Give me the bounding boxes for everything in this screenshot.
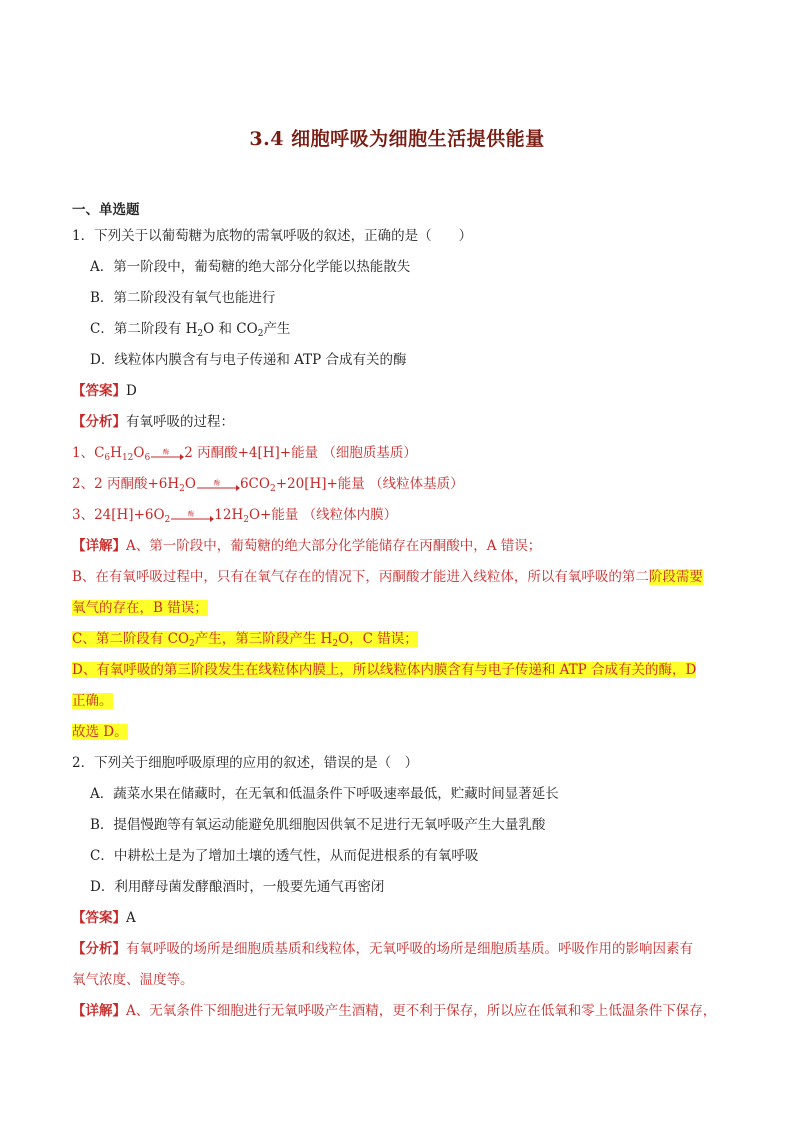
detail-tag: 【详解】 bbox=[72, 538, 126, 554]
eq1-pre: 1、C bbox=[72, 445, 105, 461]
detail-c-pre: C、第二阶段有 CO bbox=[72, 631, 190, 647]
q1-option-d: D．线粒体内膜含有与电子传递和 ATP 合成有关的酶 bbox=[90, 352, 407, 368]
question-2-stem: 2．下列关于细胞呼吸原理的应用的叙述，错误的是（ ） bbox=[72, 755, 419, 771]
q1-option-a: A．第一阶段中，葡萄糖的绝大部分化学能以热能散失 bbox=[90, 259, 411, 275]
q1-option-c-text3: 产生 bbox=[263, 321, 291, 337]
q1-option-c: C．第二阶段有 $H_2O$ 和 $CO_2$产生 bbox=[90, 321, 291, 339]
section-heading: 一、单选题 bbox=[72, 202, 140, 218]
equation-1: 1、$C_6H_{12}O_6$ 酶 2 丙酮酸+4[H]+能量 （细胞质基质） bbox=[72, 445, 417, 463]
q2-analysis-line2: 氧气浓度、温度等。 bbox=[72, 972, 194, 988]
detail-b1-highlight: 阶段需要 bbox=[648, 569, 703, 585]
q2-option-a: A．蔬菜水果在储藏时，在无氧和低温条件下呼吸速率最低，贮藏时间显著延长 bbox=[90, 786, 559, 802]
equation-2: 2、2 丙酮酸$+6H_2O$ 酶 $6CO_2+20[H]+$能量 （线粒体基质） bbox=[72, 476, 464, 494]
svg-text:酶: 酶 bbox=[188, 510, 195, 518]
q2-option-b: B．提倡慢跑等有氧运动能避免肌细胞因供氧不足进行无氧呼吸产生大量乳酸 bbox=[90, 817, 546, 833]
svg-text:酶: 酶 bbox=[213, 479, 220, 487]
detail-d2-text: 正确。 bbox=[72, 693, 113, 709]
eq2-post2: +20[H]+能量 （线粒体基质） bbox=[275, 476, 464, 492]
q2-analysis-line1 bbox=[72, 939, 693, 959]
detail-a-text: A、无氧条件下细胞进行无氧呼吸产生酒精，更不利于保存，所以应在低氧和零上低温条件下保存， bbox=[126, 1003, 717, 1019]
detail-d1-text: D、有氧呼吸的第三阶段发生在线粒体内膜上，所以线粒体内膜含有与电子传递和 ATP 合成有关的酶，D bbox=[72, 662, 697, 678]
detail-c-mid: 产生，第三阶段产生 H bbox=[194, 631, 333, 647]
svg-text:酶: 酶 bbox=[163, 448, 170, 456]
choose-text: 故选 D。 bbox=[72, 724, 128, 740]
q2-detail-a bbox=[72, 1001, 716, 1021]
eq3-post1: 12H bbox=[214, 507, 244, 523]
answer-tag: 【答案】 bbox=[72, 383, 126, 399]
detail-tag: 【详解】 bbox=[72, 1003, 126, 1019]
question-1-stem: 1．下列关于以葡萄糖为底物的需氧呼吸的叙述，正确的是（ ） bbox=[72, 228, 473, 244]
q1-detail-a bbox=[72, 536, 541, 556]
q1-option-c-text1: C．第二阶段有 H bbox=[90, 321, 198, 337]
q1-choose bbox=[72, 722, 128, 742]
q1-answer bbox=[72, 381, 137, 401]
q1-option-b: B．第二阶段没有氧气也能进行 bbox=[90, 290, 276, 306]
analysis-text-1: 有氧呼吸的场所是细胞质基质和线粒体，无氧呼吸的场所是细胞质基质。呼吸作用的影响因素有 bbox=[126, 941, 693, 957]
analysis-tag: 【分析】 bbox=[72, 414, 126, 430]
answer-value: A bbox=[126, 910, 136, 926]
q1-detail-d-line2 bbox=[72, 691, 113, 711]
enzyme-arrow-icon bbox=[170, 510, 214, 522]
eq3-post2: O+能量 （线粒体内膜） bbox=[248, 507, 398, 523]
q1-detail-d-line1 bbox=[72, 660, 696, 680]
answer-tag: 【答案】 bbox=[72, 910, 126, 926]
q2-option-d: D．利用酵母菌发酵酿酒时，一般要先通气再密闭 bbox=[90, 879, 385, 895]
page-title: 3.4 细胞呼吸为细胞生活提供能量 bbox=[249, 128, 545, 150]
equation-3: 3、$24[H]+6O_2$ 酶 $12H_2O+$能量 （线粒体内膜） bbox=[72, 507, 398, 525]
detail-c-post: O，C 错误； bbox=[338, 631, 418, 647]
analysis-tag: 【分析】 bbox=[72, 941, 126, 957]
eq2-pre: 2、2 丙酮酸+6H bbox=[72, 476, 180, 492]
q1-option-c-text2: O 和 CO bbox=[203, 321, 258, 337]
q1-detail-b-line1 bbox=[72, 567, 703, 587]
enzyme-arrow-icon bbox=[196, 479, 240, 491]
eq3-pre: 3、24[H]+6O bbox=[72, 507, 165, 523]
answer-value: D bbox=[126, 383, 137, 399]
detail-a-text: A、第一阶段中，葡萄糖的绝大部分化学能储存在丙酮酸中，A 错误； bbox=[126, 538, 542, 554]
detail-b2-text: 氧气的存在，B 错误； bbox=[72, 600, 208, 616]
enzyme-arrow-icon bbox=[150, 448, 184, 460]
eq2-post1: 6CO bbox=[239, 476, 270, 492]
q1-analysis bbox=[72, 412, 234, 432]
analysis-text: 有氧呼吸的过程： bbox=[126, 414, 234, 430]
q1-detail-b-line2 bbox=[72, 598, 208, 618]
q2-answer bbox=[72, 908, 136, 928]
detail-b1-text: B、在有氧呼吸过程中，只有在氧气存在的情况下，丙酮酸才能进入线粒体，所以有氧呼吸的第二 bbox=[72, 569, 649, 585]
q1-detail-c: C、第二阶段有 $CO_2$产生，第三阶段产生 $H_2O$，C 错误； bbox=[72, 631, 418, 649]
q2-option-c: C．中耕松土是为了增加土壤的透气性，从而促进根系的有氧呼吸 bbox=[90, 848, 479, 864]
eq1-post: 2 丙酮酸+4[H]+能量 （细胞质基质） bbox=[184, 445, 417, 461]
